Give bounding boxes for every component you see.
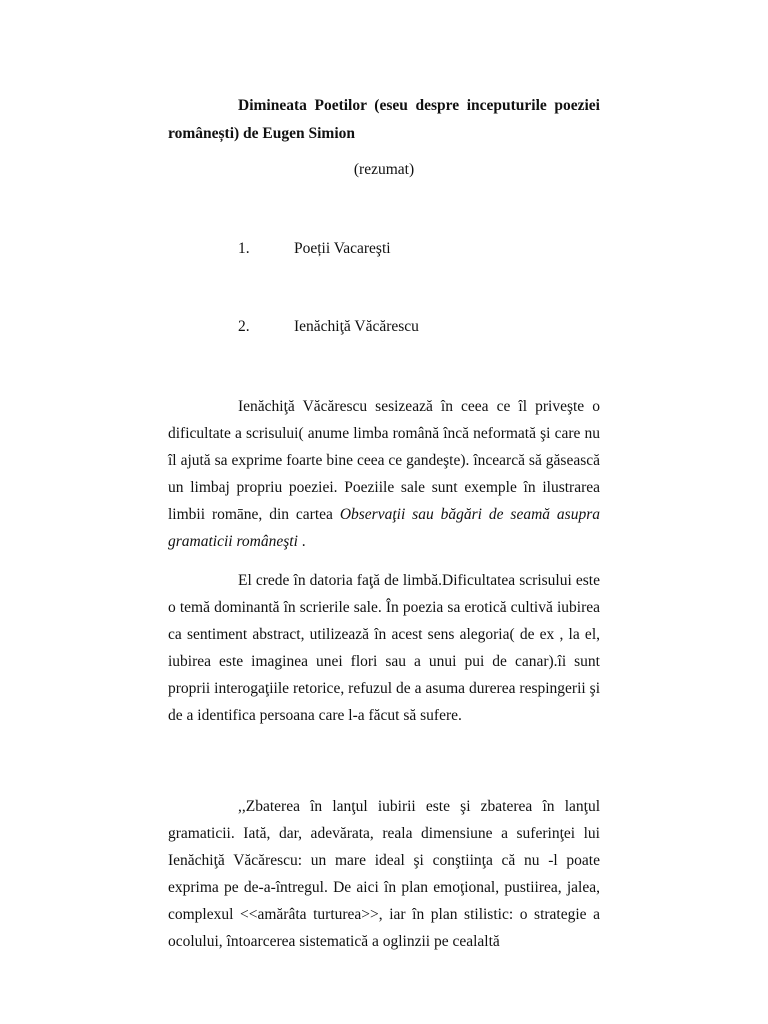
list-item-number: 2. xyxy=(238,318,250,335)
list-item-text: Poeții Vacareşti xyxy=(294,240,391,257)
document-subtitle: (rezumat) xyxy=(353,161,415,178)
paragraph-quote: ,,Zbaterea în lanţul iubirii este şi zbaterea în lanţul gramaticii. Iată, dar, adevărata, reala dimensiune a suferinţei lui Ienăchiţă Văcărescu: un mare ideal şi conştiinţa că nu -l poate exprima pe de-a-întregul. De aici în plan emoţional, pustiirea, jalea, complexul <<amărâta turturea>>, iar în plan stilistic: o strategie a ocolului, întoarcerea sistematică a oglinzii pe cealaltă xyxy=(168,798,600,950)
list-item-text: Ienăchiţă Văcărescu xyxy=(294,318,419,335)
book-title: Observaţii sau băgări de seamă asupra gramaticii româneşti xyxy=(168,506,600,550)
paragraph-text-end: . xyxy=(297,533,306,550)
list-item xyxy=(238,237,391,261)
list-item xyxy=(238,315,419,339)
document-title: Dimineata Poetilor (eseu despre inceputurile poeziei românești) de Eugen Simion xyxy=(168,97,600,142)
list-item-number: 1. xyxy=(238,240,250,257)
paragraph-vacarescu-difficulty xyxy=(168,393,600,555)
paragraph-language-duty: El crede în datoria faţă de limbă.Dificultatea scrisului este o temă dominantă în scrierile sale. În poezia sa erotică cultivă iubirea ca sentiment abstract, utilizează în acest sens alegoria( de ex , la el, iubirea este imaginea unei flori sau a unui pui de canar).îi sunt proprii interogaţiile retorice, refuzul de a asuma durerea respingerii şi de a identifica persoana care l-a făcut să sufere. xyxy=(168,572,600,724)
paragraph-text: Ienăchiţă Văcărescu sesizează în ceea ce îl priveşte o dificultate a scrisului( anume limba română încă neformată şi care nu îl ajută sa exprime foarte bine ceea ce gandeşte). încearcă să găsească un limbaj propriu poeziei. Poeziile sale sunt exemple în ilustrarea limbii romāne, din cartea xyxy=(168,398,600,523)
